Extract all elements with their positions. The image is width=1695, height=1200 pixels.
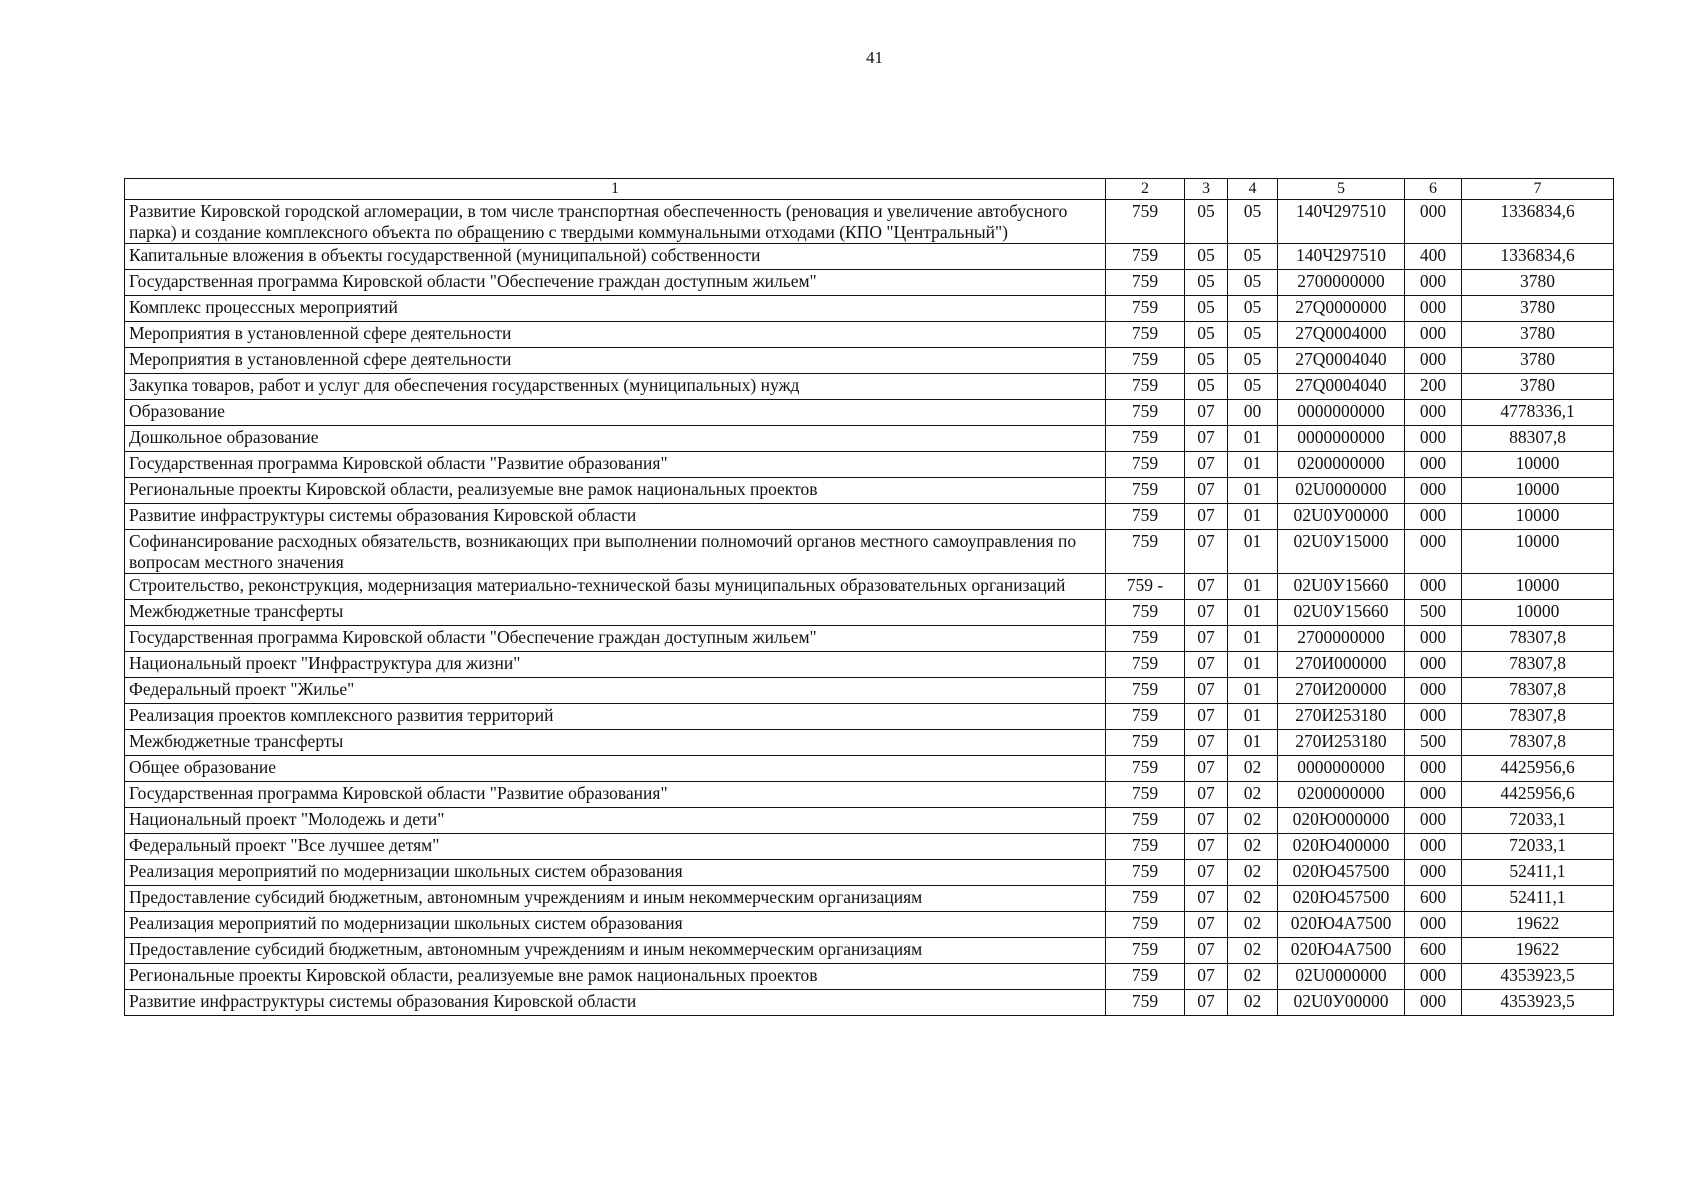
target-article-cell: 02U0У15000 — [1278, 530, 1405, 574]
expense-type-cell: 000 — [1405, 504, 1462, 530]
ministry-code-cell: 759 — [1106, 270, 1185, 296]
ministry-code-cell: 759 — [1106, 322, 1185, 348]
target-article-cell: 2700000000 — [1278, 270, 1405, 296]
expense-type-cell: 000 — [1405, 912, 1462, 938]
table-row — [125, 478, 1614, 504]
table-row — [125, 704, 1614, 730]
expense-type-cell: 600 — [1405, 938, 1462, 964]
target-article-cell: 270И253180 — [1278, 730, 1405, 756]
subsection-code-cell: 02 — [1228, 964, 1278, 990]
ministry-code-cell: 759 — [1106, 938, 1185, 964]
table-row — [125, 244, 1614, 270]
item-name-cell: Образование — [125, 400, 1106, 426]
table-row — [125, 834, 1614, 860]
amount-cell: 10000 — [1462, 530, 1614, 574]
item-name-cell: Межбюджетные трансферты — [125, 600, 1106, 626]
section-code-cell: 07 — [1185, 938, 1228, 964]
item-name-cell: Развитие инфраструктуры системы образования Кировской области — [125, 990, 1106, 1016]
expense-type-cell: 500 — [1405, 600, 1462, 626]
target-article-cell: 0000000000 — [1278, 756, 1405, 782]
table-row — [125, 296, 1614, 322]
ministry-code-cell: 759 — [1106, 452, 1185, 478]
subsection-code-cell: 01 — [1228, 478, 1278, 504]
expense-type-cell: 400 — [1405, 244, 1462, 270]
section-code-cell: 05 — [1185, 296, 1228, 322]
ministry-code-cell: 759 — [1106, 348, 1185, 374]
table-row — [125, 626, 1614, 652]
expense-type-cell: 500 — [1405, 730, 1462, 756]
table-row — [125, 730, 1614, 756]
subsection-code-cell: 05 — [1228, 374, 1278, 400]
subsection-code-cell: 02 — [1228, 886, 1278, 912]
section-code-cell: 07 — [1185, 678, 1228, 704]
item-name-cell: Государственная программа Кировской области "Обеспечение граждан доступным жильем" — [125, 270, 1106, 296]
table-row — [125, 860, 1614, 886]
expense-type-cell: 000 — [1405, 322, 1462, 348]
expense-type-cell: 000 — [1405, 270, 1462, 296]
target-article-cell: 020Ю400000 — [1278, 834, 1405, 860]
target-article-cell: 0000000000 — [1278, 426, 1405, 452]
section-code-cell: 07 — [1185, 600, 1228, 626]
column-header: 6 — [1405, 179, 1462, 200]
ministry-code-cell: 759 — [1106, 678, 1185, 704]
expense-type-cell: 200 — [1405, 374, 1462, 400]
ministry-code-cell: 759 — [1106, 886, 1185, 912]
subsection-code-cell: 02 — [1228, 782, 1278, 808]
amount-cell: 4353923,5 — [1462, 990, 1614, 1016]
ministry-code-cell: 759 — [1106, 600, 1185, 626]
subsection-code-cell: 01 — [1228, 574, 1278, 600]
table-header-row — [125, 179, 1614, 200]
subsection-code-cell: 01 — [1228, 530, 1278, 574]
amount-cell: 10000 — [1462, 600, 1614, 626]
column-header: 1 — [125, 179, 1106, 200]
ministry-code-cell: 759 — [1106, 296, 1185, 322]
ministry-code-cell: 759 — [1106, 860, 1185, 886]
column-header: 5 — [1278, 179, 1405, 200]
subsection-code-cell: 01 — [1228, 452, 1278, 478]
column-header: 3 — [1185, 179, 1228, 200]
amount-cell: 72033,1 — [1462, 808, 1614, 834]
table-row — [125, 270, 1614, 296]
ministry-code-cell: 759 — [1106, 730, 1185, 756]
amount-cell: 78307,8 — [1462, 704, 1614, 730]
ministry-code-cell: 759 — [1106, 782, 1185, 808]
amount-cell: 88307,8 — [1462, 426, 1614, 452]
table-row — [125, 990, 1614, 1016]
expense-type-cell: 000 — [1405, 626, 1462, 652]
expense-type-cell: 000 — [1405, 652, 1462, 678]
table-row — [125, 782, 1614, 808]
target-article-cell: 27Q0004040 — [1278, 348, 1405, 374]
section-code-cell: 07 — [1185, 964, 1228, 990]
section-code-cell: 07 — [1185, 626, 1228, 652]
target-article-cell: 0200000000 — [1278, 782, 1405, 808]
ministry-code-cell: 759 — [1106, 426, 1185, 452]
ministry-code-cell: 759 — [1106, 990, 1185, 1016]
subsection-code-cell: 01 — [1228, 504, 1278, 530]
subsection-code-cell: 02 — [1228, 834, 1278, 860]
section-code-cell: 05 — [1185, 348, 1228, 374]
item-name-cell: Капитальные вложения в объекты государственной (муниципальной) собственности — [125, 244, 1106, 270]
table-row — [125, 348, 1614, 374]
expense-type-cell: 000 — [1405, 782, 1462, 808]
item-name-cell: Национальный проект "Молодежь и дети" — [125, 808, 1106, 834]
subsection-code-cell: 05 — [1228, 270, 1278, 296]
section-code-cell: 07 — [1185, 504, 1228, 530]
subsection-code-cell: 02 — [1228, 756, 1278, 782]
amount-cell: 4353923,5 — [1462, 964, 1614, 990]
target-article-cell: 270И253180 — [1278, 704, 1405, 730]
expense-type-cell: 000 — [1405, 348, 1462, 374]
section-code-cell: 07 — [1185, 400, 1228, 426]
item-name-cell: Государственная программа Кировской области "Развитие образования" — [125, 452, 1106, 478]
target-article-cell: 020Ю457500 — [1278, 886, 1405, 912]
item-name-cell: Региональные проекты Кировской области, реализуемые вне рамок национальных проектов — [125, 964, 1106, 990]
target-article-cell: 02U0У00000 — [1278, 990, 1405, 1016]
subsection-code-cell: 02 — [1228, 990, 1278, 1016]
expense-type-cell: 000 — [1405, 574, 1462, 600]
target-article-cell: 0200000000 — [1278, 452, 1405, 478]
expense-type-cell: 000 — [1405, 200, 1462, 244]
target-article-cell: 140Ч297510 — [1278, 200, 1405, 244]
section-code-cell: 05 — [1185, 374, 1228, 400]
section-code-cell: 07 — [1185, 782, 1228, 808]
item-name-cell: Строительство, реконструкция, модернизация материально-технической базы муниципальных образовательных организаций — [125, 574, 1106, 600]
subsection-code-cell: 00 — [1228, 400, 1278, 426]
column-header: 2 — [1106, 179, 1185, 200]
ministry-code-cell: 759 — [1106, 504, 1185, 530]
ministry-code-cell: 759 — [1106, 912, 1185, 938]
table-row — [125, 530, 1614, 574]
section-code-cell: 05 — [1185, 244, 1228, 270]
page-number: 41 — [866, 48, 883, 67]
ministry-code-cell: 759 — [1106, 478, 1185, 504]
amount-cell: 52411,1 — [1462, 886, 1614, 912]
ministry-code-cell: 759 — [1106, 626, 1185, 652]
amount-cell: 78307,8 — [1462, 652, 1614, 678]
amount-cell: 4778336,1 — [1462, 400, 1614, 426]
section-code-cell: 07 — [1185, 452, 1228, 478]
table-row — [125, 964, 1614, 990]
amount-cell: 3780 — [1462, 270, 1614, 296]
target-article-cell: 020Ю4А7500 — [1278, 938, 1405, 964]
expense-type-cell: 000 — [1405, 478, 1462, 504]
subsection-code-cell: 01 — [1228, 704, 1278, 730]
subsection-code-cell: 01 — [1228, 600, 1278, 626]
amount-cell: 3780 — [1462, 296, 1614, 322]
subsection-code-cell: 02 — [1228, 860, 1278, 886]
expense-type-cell: 000 — [1405, 704, 1462, 730]
subsection-code-cell: 02 — [1228, 912, 1278, 938]
item-name-cell: Развитие инфраструктуры системы образования Кировской области — [125, 504, 1106, 530]
subsection-code-cell: 01 — [1228, 730, 1278, 756]
item-name-cell: Комплекс процессных мероприятий — [125, 296, 1106, 322]
item-name-cell: Национальный проект "Инфраструктура для жизни" — [125, 652, 1106, 678]
target-article-cell: 02U0000000 — [1278, 478, 1405, 504]
table-row — [125, 452, 1614, 478]
amount-cell: 1336834,6 — [1462, 244, 1614, 270]
target-article-cell: 02U0У15660 — [1278, 574, 1405, 600]
section-code-cell: 07 — [1185, 652, 1228, 678]
amount-cell: 78307,8 — [1462, 678, 1614, 704]
target-article-cell: 140Ч297510 — [1278, 244, 1405, 270]
target-article-cell: 020Ю457500 — [1278, 860, 1405, 886]
item-name-cell: Межбюджетные трансферты — [125, 730, 1106, 756]
table-row — [125, 912, 1614, 938]
table-row — [125, 574, 1614, 600]
item-name-cell: Федеральный проект "Все лучшее детям" — [125, 834, 1106, 860]
ministry-code-cell: 759 — [1106, 756, 1185, 782]
section-code-cell: 07 — [1185, 860, 1228, 886]
subsection-code-cell: 02 — [1228, 808, 1278, 834]
expense-type-cell: 000 — [1405, 530, 1462, 574]
target-article-cell: 27Q0004040 — [1278, 374, 1405, 400]
item-name-cell: Государственная программа Кировской области "Обеспечение граждан доступным жильем" — [125, 626, 1106, 652]
section-code-cell: 05 — [1185, 200, 1228, 244]
column-header: 4 — [1228, 179, 1278, 200]
target-article-cell: 0000000000 — [1278, 400, 1405, 426]
section-code-cell: 07 — [1185, 530, 1228, 574]
table-row — [125, 886, 1614, 912]
ministry-code-cell: 759 — [1106, 808, 1185, 834]
table-row — [125, 504, 1614, 530]
section-code-cell: 05 — [1185, 322, 1228, 348]
expense-type-cell: 000 — [1405, 426, 1462, 452]
item-name-cell: Предоставление субсидий бюджетным, автономным учреждениям и иным некоммерческим организациям — [125, 886, 1106, 912]
section-code-cell: 07 — [1185, 808, 1228, 834]
section-code-cell: 07 — [1185, 756, 1228, 782]
amount-cell: 3780 — [1462, 374, 1614, 400]
table-body — [125, 200, 1614, 1016]
item-name-cell: Государственная программа Кировской области "Развитие образования" — [125, 782, 1106, 808]
expense-type-cell: 000 — [1405, 296, 1462, 322]
item-name-cell: Мероприятия в установленной сфере деятельности — [125, 348, 1106, 374]
ministry-code-cell: 759 — [1106, 964, 1185, 990]
expense-type-cell: 000 — [1405, 808, 1462, 834]
target-article-cell: 020Ю000000 — [1278, 808, 1405, 834]
subsection-code-cell: 05 — [1228, 348, 1278, 374]
ministry-code-cell: 759 — [1106, 244, 1185, 270]
table-row — [125, 652, 1614, 678]
target-article-cell: 02U0У15660 — [1278, 600, 1405, 626]
column-header: 7 — [1462, 179, 1614, 200]
target-article-cell: 27Q0004000 — [1278, 322, 1405, 348]
subsection-code-cell: 05 — [1228, 322, 1278, 348]
expense-type-cell: 000 — [1405, 860, 1462, 886]
expense-type-cell: 000 — [1405, 400, 1462, 426]
section-code-cell: 07 — [1185, 574, 1228, 600]
item-name-cell: Федеральный проект "Жилье" — [125, 678, 1106, 704]
section-code-cell: 07 — [1185, 834, 1228, 860]
section-code-cell: 07 — [1185, 912, 1228, 938]
section-code-cell: 07 — [1185, 478, 1228, 504]
table-row — [125, 938, 1614, 964]
amount-cell: 10000 — [1462, 574, 1614, 600]
expense-type-cell: 000 — [1405, 452, 1462, 478]
table-row — [125, 426, 1614, 452]
table-row — [125, 808, 1614, 834]
item-name-cell: Предоставление субсидий бюджетным, автономным учреждениям и иным некоммерческим организациям — [125, 938, 1106, 964]
table-row — [125, 400, 1614, 426]
table-row — [125, 756, 1614, 782]
table-row — [125, 678, 1614, 704]
item-name-cell: Реализация мероприятий по модернизации школьных систем образования — [125, 860, 1106, 886]
amount-cell: 10000 — [1462, 478, 1614, 504]
section-code-cell: 07 — [1185, 704, 1228, 730]
item-name-cell: Развитие Кировской городской агломерации, в том числе транспортная обеспеченность (реновация и увеличение автобусного парка) и создание комплексного объекта по обращению с твердыми коммунальными отходами (КПО "Центральный") — [125, 200, 1106, 244]
amount-cell: 4425956,6 — [1462, 756, 1614, 782]
ministry-code-cell: 759 — [1106, 400, 1185, 426]
section-code-cell: 05 — [1185, 270, 1228, 296]
amount-cell: 72033,1 — [1462, 834, 1614, 860]
amount-cell: 1336834,6 — [1462, 200, 1614, 244]
table-row — [125, 600, 1614, 626]
section-code-cell: 07 — [1185, 990, 1228, 1016]
ministry-code-cell: 759 — [1106, 374, 1185, 400]
ministry-code-cell: 759 — [1106, 200, 1185, 244]
expense-type-cell: 000 — [1405, 756, 1462, 782]
ministry-code-cell: 759 — [1106, 704, 1185, 730]
item-name-cell: Софинансирование расходных обязательств, возникающих при выполнении полномочий органов местного самоуправления по вопросам местного значения — [125, 530, 1106, 574]
item-name-cell: Реализация мероприятий по модернизации школьных систем образования — [125, 912, 1106, 938]
ministry-code-cell: 759 — [1106, 652, 1185, 678]
budget-table — [124, 178, 1614, 1016]
table-row — [125, 374, 1614, 400]
item-name-cell: Дошкольное образование — [125, 426, 1106, 452]
target-article-cell: 02U0000000 — [1278, 964, 1405, 990]
item-name-cell: Закупка товаров, работ и услуг для обеспечения государственных (муниципальных) нужд — [125, 374, 1106, 400]
amount-cell: 19622 — [1462, 938, 1614, 964]
section-code-cell: 07 — [1185, 886, 1228, 912]
target-article-cell: 27Q0000000 — [1278, 296, 1405, 322]
subsection-code-cell: 01 — [1228, 426, 1278, 452]
subsection-code-cell: 01 — [1228, 626, 1278, 652]
item-name-cell: Региональные проекты Кировской области, реализуемые вне рамок национальных проектов — [125, 478, 1106, 504]
subsection-code-cell: 05 — [1228, 200, 1278, 244]
item-name-cell: Мероприятия в установленной сфере деятельности — [125, 322, 1106, 348]
subsection-code-cell: 05 — [1228, 244, 1278, 270]
amount-cell: 3780 — [1462, 322, 1614, 348]
expense-type-cell: 000 — [1405, 990, 1462, 1016]
ministry-code-cell: 759 - — [1106, 574, 1185, 600]
table-row — [125, 322, 1614, 348]
ministry-code-cell: 759 — [1106, 530, 1185, 574]
amount-cell: 10000 — [1462, 504, 1614, 530]
expense-type-cell: 600 — [1405, 886, 1462, 912]
table-row — [125, 200, 1614, 244]
amount-cell: 10000 — [1462, 452, 1614, 478]
section-code-cell: 07 — [1185, 426, 1228, 452]
amount-cell: 52411,1 — [1462, 860, 1614, 886]
target-article-cell: 2700000000 — [1278, 626, 1405, 652]
item-name-cell: Общее образование — [125, 756, 1106, 782]
subsection-code-cell: 02 — [1228, 938, 1278, 964]
amount-cell: 19622 — [1462, 912, 1614, 938]
amount-cell: 4425956,6 — [1462, 782, 1614, 808]
amount-cell: 78307,8 — [1462, 730, 1614, 756]
amount-cell: 3780 — [1462, 348, 1614, 374]
target-article-cell: 02U0У00000 — [1278, 504, 1405, 530]
section-code-cell: 07 — [1185, 730, 1228, 756]
subsection-code-cell: 05 — [1228, 296, 1278, 322]
expense-type-cell: 000 — [1405, 678, 1462, 704]
expense-type-cell: 000 — [1405, 964, 1462, 990]
expense-type-cell: 000 — [1405, 834, 1462, 860]
target-article-cell: 270И200000 — [1278, 678, 1405, 704]
target-article-cell: 270И000000 — [1278, 652, 1405, 678]
amount-cell: 78307,8 — [1462, 626, 1614, 652]
target-article-cell: 020Ю4А7500 — [1278, 912, 1405, 938]
ministry-code-cell: 759 — [1106, 834, 1185, 860]
subsection-code-cell: 01 — [1228, 652, 1278, 678]
subsection-code-cell: 01 — [1228, 678, 1278, 704]
item-name-cell: Реализация проектов комплексного развития территорий — [125, 704, 1106, 730]
